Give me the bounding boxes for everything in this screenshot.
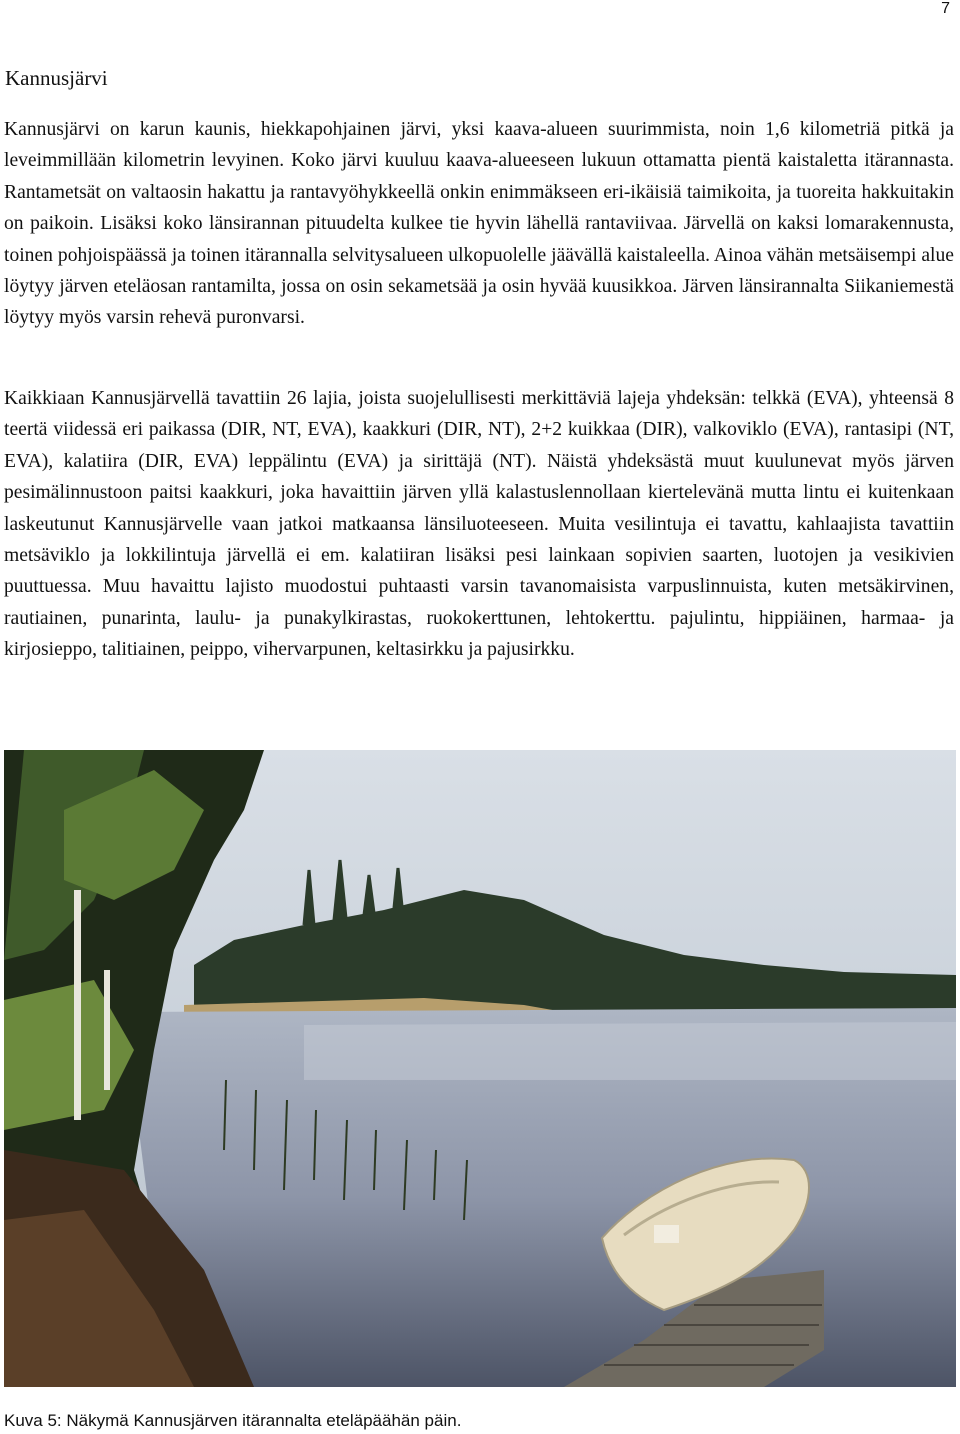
lake-photo bbox=[4, 750, 956, 1387]
paragraph-description: Kannusjärvi on karun kaunis, hiekkapohjainen järvi, yksi kaava-alueen suurimmista, noin 1,6 kilometriä pitkä ja leveimmillään kilometrin levyinen. Koko järvi kuuluu kaava-alueeseen lukuun ottamatta pientä kaistaletta itärannasta. Rantametsät on valtaosin hakattu ja rantavyöhykkeellä onkin enimmäkseen eri-ikäisiä taimikoita, ja tuoreita hakkuitakin on paikoin. Lisäksi koko länsirannan pituudelta kulkee tie hyvin lähellä rantaviivaa. Järvellä on kaksi lomarakennusta, toinen pohjoispäässä ja toinen itärannalla selvitysalueen ulkopuolelle jäävällä kaistaleella. Ainoa vähän metsäisempi alue löytyy järven eteläosan rantamilta, jossa on osin sekametsää ja osin hyvää kuusikkoa. Järven länsirannalta Siikaniemestä löytyy myös varsin rehevä puronvarsi. bbox=[4, 119, 954, 329]
paragraph-birds: Kaikkiaan Kannusjärvellä tavattiin 26 lajia, joista suojelullisesti merkittäviä lajeja yhdeksän: telkkä (EVA), yhteensä 8 teertä viidessä eri paikassa (DIR, NT, EVA), kaakkuri (DIR, NT), 2+2 kuikkaa (DIR), valkoviklo (EVA), rantasipi (NT, EVA), kalatiira (DIR, EVA) leppälintu (EVA) ja sirittäjä (NT). Näistä yhdeksästä muut kuulunevat myös järven pesimälinnustoon paitsi kaakkuri, joka havaittiin järven yllä kalastuslennollaan kiertelevänä mutta lintu ei kuitenkaan laskeutunut Kannusjärvelle vaan jatkoi matkaansa länsiluoteeseen. Muita vesilintuja ei tavattu, kahlaajista tavattiin metsäviklo ja lokkilintuja järvellä ei em. kalatiiran lisäksi pesi lainkaan sopivien saarten, luotojen ja vesikivien puuttuessa. Muu havaittu lajisto muodostui puhtaasti varsin tavanomaisista varpuslinnuista, kuten metsäkirvinen, rautiainen, punarinta, laulu- ja punakylkirastas, ruokokerttunen, lehtokerttu. pajulintu, hippiäinen, harmaa- ja kirjosieppo, talitiainen, peippo, vihervarpunen, keltasirkku ja pajusirkku. bbox=[4, 388, 954, 661]
page-number: 7 bbox=[941, 0, 950, 17]
figure-caption: Kuva 5: Näkymä Kannusjärven itärannalta eteläpäähän päin. bbox=[4, 1411, 462, 1430]
section-heading: Kannusjärvi bbox=[5, 66, 108, 90]
